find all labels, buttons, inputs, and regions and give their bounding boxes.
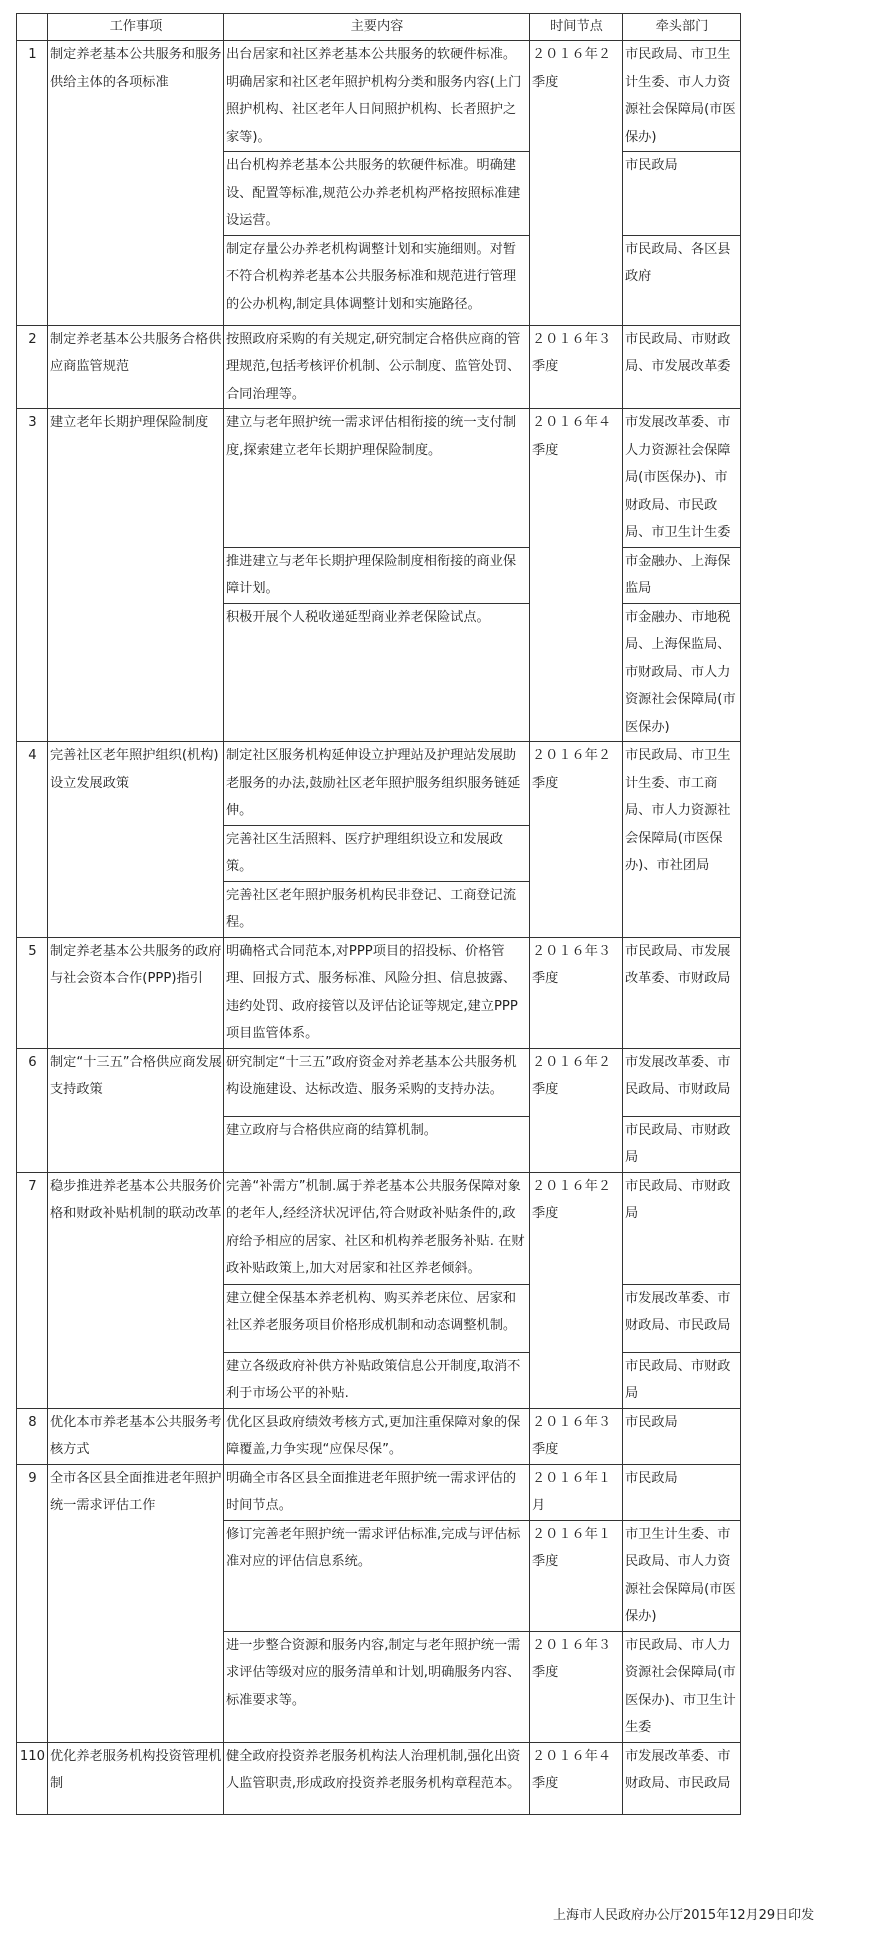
task-content: 建立健全保基本养老机构、购买养老床位、居家和社区养老服务项目价格形成机制和动态调整机制。 (224, 1284, 530, 1352)
task-number: 8 (17, 1408, 48, 1464)
task-department: 市民政局、市财政局、市发展改革委 (623, 325, 741, 409)
task-department: 市民政局、市发展改革委、市财政局 (623, 937, 741, 1048)
table-row (17, 41, 741, 152)
task-content: 制定社区服务机构延伸设立护理站及护理站发展助老服务的办法,鼓励社区老年照护服务组织服务链延伸。 (224, 742, 530, 826)
table-row (17, 1048, 741, 1116)
task-number: 5 (17, 937, 48, 1048)
task-time: ２０１６年４季度 (530, 409, 623, 742)
issuer-footer: 上海市人民政府办公厅2015年12月29日印发 (553, 1908, 815, 1923)
task-department: 市民政局、市人力资源社会保障局(市医保办)、市卫生计生委 (623, 1631, 741, 1742)
header-cell: 工作事项 (48, 14, 224, 41)
task-department: 市民政局、各区县政府 (623, 235, 741, 325)
task-content: 明确格式合同范本,对PPP项目的招投标、价格管理、回报方式、服务标准、风险分担、信息披露、违约处罚、政府接管以及评估论证等规定,建立PPP项目监管体系。 (224, 937, 530, 1048)
task-number: 2 (17, 325, 48, 409)
task-number: 1 (17, 41, 48, 326)
task-department: 市发展改革委、市人力资源社会保障局(市医保办)、市财政局、市民政局、市卫生计生委 (623, 409, 741, 548)
task-content: 推进建立与老年长期护理保险制度相衔接的商业保障计划。 (224, 547, 530, 603)
task-content: 积极开展个人税收递延型商业养老保险试点。 (224, 603, 530, 742)
task-content: 优化区县政府绩效考核方式,更加注重保障对象的保障覆盖,力争实现“应保尽保”。 (224, 1408, 530, 1464)
task-content: 出台机构养老基本公共服务的软硬件标准。明确建设、配置等标准,规范公办养老机构严格按照标准建设运营。 (224, 152, 530, 236)
task-time: ２０１６年２季度 (530, 742, 623, 938)
task-item: 完善社区老年照护组织(机构)设立发展政策 (48, 742, 224, 938)
task-time: ２０１６年４季度 (530, 1742, 623, 1814)
task-department: 市民政局、市卫生计生委、市工商局、市人力资源社会保障局(市医保办)、市社团局 (623, 742, 741, 938)
table-header-row (17, 14, 741, 41)
task-time: ２０１６年２季度 (530, 1172, 623, 1408)
task-content: 完善“补需方”机制.属于养老基本公共服务保障对象的老年人,经经济状况评估,符合财政补贴条件的,政府给予相应的居家、社区和机构养老服务补贴. 在财政补贴政策上,加大对居家和社区养老倾斜。 (224, 1172, 530, 1284)
task-number: 9 (17, 1464, 48, 1742)
task-content: 完善社区生活照料、医疗护理组织设立和发展政策。 (224, 825, 530, 881)
task-item: 建立老年长期护理保险制度 (48, 409, 224, 742)
task-content: 按照政府采购的有关规定,研究制定合格供应商的管理规范,包括考核评价机制、公示制度、监管处罚、合同治理等。 (224, 325, 530, 409)
task-time: ２０１６年１月 (530, 1464, 623, 1520)
task-time: ２０１６年３季度 (530, 1408, 623, 1464)
table-row (17, 742, 741, 826)
task-content: 建立各级政府补供方补贴政策信息公开制度,取消不利于市场公平的补贴. (224, 1352, 530, 1408)
task-department: 市发展改革委、市财政局、市民政局 (623, 1284, 741, 1352)
task-content: 完善社区老年照护服务机构民非登记、工商登记流程。 (224, 881, 530, 937)
task-department: 市民政局、市财政局 (623, 1352, 741, 1408)
task-item: 全市各区县全面推进老年照护统一需求评估工作 (48, 1464, 224, 1742)
task-content: 研究制定“十三五”政府资金对养老基本公共服务机构设施建设、达标改造、服务采购的支持办法。 (224, 1048, 530, 1116)
task-content: 制定存量公办养老机构调整计划和实施细则。对暂不符合机构养老基本公共服务标准和规范进行管理的公办机构,制定具体调整计划和实施路径。 (224, 235, 530, 325)
table-row (17, 325, 741, 409)
task-time: ２０１６年３季度 (530, 1631, 623, 1742)
table-row (17, 1172, 741, 1284)
task-time: ２０１６年３季度 (530, 325, 623, 409)
task-department: 市金融办、上海保监局 (623, 547, 741, 603)
table-row (17, 1742, 741, 1814)
task-item: 稳步推进养老基本公共服务价格和财政补贴机制的联动改革 (48, 1172, 224, 1408)
task-department: 市民政局、市财政局 (623, 1116, 741, 1172)
task-department: 市民政局、市卫生计生委、市人力资源社会保障局(市医保办) (623, 41, 741, 152)
task-department: 市卫生计生委、市民政局、市人力资源社会保障局(市医保办) (623, 1520, 741, 1631)
table-row (17, 409, 741, 548)
task-number: 3 (17, 409, 48, 742)
task-department: 市民政局 (623, 152, 741, 236)
table-row (17, 1408, 741, 1464)
table-row (17, 937, 741, 1048)
task-item: 优化本市养老基本公共服务考核方式 (48, 1408, 224, 1464)
task-content: 进一步整合资源和服务内容,制定与老年照护统一需求评估等级对应的服务清单和计划,明确服务内容、标准要求等。 (224, 1631, 530, 1742)
task-content: 修订完善老年照护统一需求评估标准,完成与评估标准对应的评估信息系统。 (224, 1520, 530, 1631)
task-number: 110 (17, 1742, 48, 1814)
table-body (17, 41, 741, 1815)
task-department: 市金融办、市地税局、上海保监局、市财政局、市人力资源社会保障局(市医保办) (623, 603, 741, 742)
task-content: 健全政府投资养老服务机构法人治理机制,强化出资人监管职责,形成政府投资养老服务机构章程范本。 (224, 1742, 530, 1814)
task-time: ２０１６年１季度 (530, 1520, 623, 1631)
task-time: ２０１６年３季度 (530, 937, 623, 1048)
work-table (16, 13, 741, 1815)
task-department: 市发展改革委、市财政局、市民政局 (623, 1742, 741, 1814)
task-item: 制定养老基本公共服务的政府与社会资本合作(PPP)指引 (48, 937, 224, 1048)
task-item: 制定养老基本公共服务和服务供给主体的各项标准 (48, 41, 224, 326)
task-content: 建立与老年照护统一需求评估相衔接的统一支付制度,探索建立老年长期护理保险制度。 (224, 409, 530, 548)
task-department: 市民政局 (623, 1464, 741, 1520)
header-cell: 主要内容 (224, 14, 530, 41)
task-department: 市发展改革委、市民政局、市财政局 (623, 1048, 741, 1116)
task-department: 市民政局 (623, 1408, 741, 1464)
task-time: ２０１６年２季度 (530, 1048, 623, 1172)
task-number: 7 (17, 1172, 48, 1408)
task-content: 明确全市各区县全面推进老年照护统一需求评估的时间节点。 (224, 1464, 530, 1520)
header-cell: 时间节点 (530, 14, 623, 41)
task-item: 优化养老服务机构投资管理机制 (48, 1742, 224, 1814)
table-row (17, 1464, 741, 1520)
task-number: 4 (17, 742, 48, 938)
task-department: 市民政局、市财政局 (623, 1172, 741, 1284)
task-item: 制定养老基本公共服务合格供应商监管规范 (48, 325, 224, 409)
task-content: 建立政府与合格供应商的结算机制。 (224, 1116, 530, 1172)
task-item: 制定“十三五”合格供应商发展支持政策 (48, 1048, 224, 1172)
task-time: ２０１６年２季度 (530, 41, 623, 326)
header-cell (17, 14, 48, 41)
header-cell: 牵头部门 (623, 14, 741, 41)
task-number: 6 (17, 1048, 48, 1172)
task-content: 出台居家和社区养老基本公共服务的软硬件标准。明确居家和社区老年照护机构分类和服务内容(上门照护机构、社区老年人日间照护机构、长者照护之家等)。 (224, 41, 530, 152)
